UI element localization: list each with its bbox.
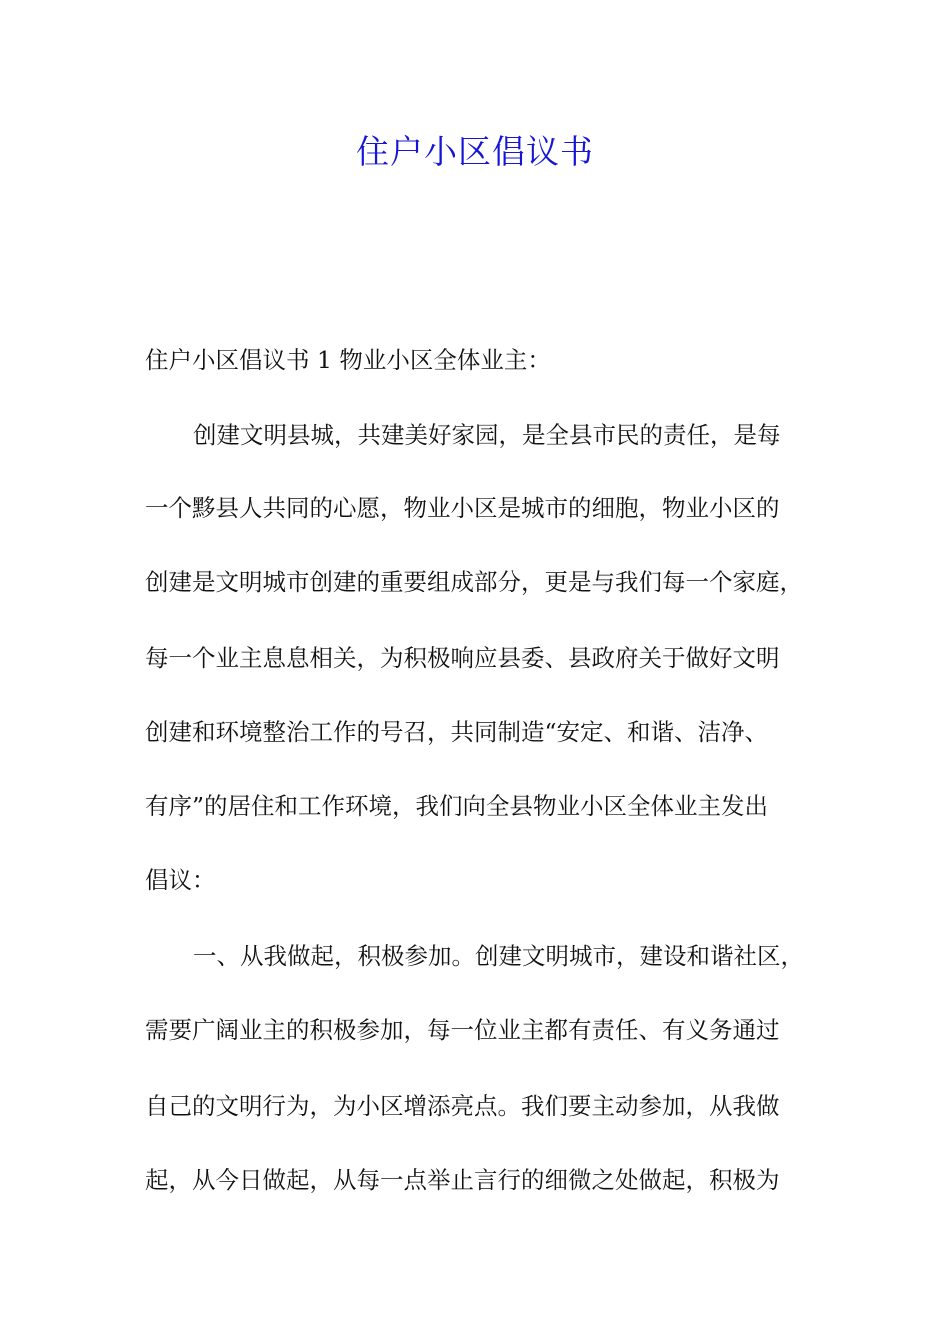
document-title: 住户小区倡议书 — [356, 132, 594, 171]
body-line: 有序”的居住和工作环境，我们向全县物业小区全体业主发出 — [145, 792, 769, 820]
body-line: 创建文明县城，共建美好家园，是全县市民的责任，是每 — [193, 421, 781, 449]
body-line: 一个黟县人共同的心愿，物业小区是城市的细胞，物业小区的 — [145, 494, 780, 522]
body-line: 倡议： — [145, 866, 216, 894]
salutation-line: 住户小区倡议书 1 物业小区全体业主： — [145, 346, 551, 374]
body-line: 起，从今日做起，从每一点举止言行的细微之处做起，积极为 — [145, 1166, 780, 1194]
body-line: 自己的文明行为，为小区增添亮点。我们要主动参加，从我做 — [145, 1092, 780, 1120]
body-line: 一、从我做起，积极参加。创建文明城市，建设和谐社区， — [193, 942, 804, 970]
body-line: 创建是文明城市创建的重要组成部分，更是与我们每一个家庭， — [145, 568, 803, 596]
body-line: 创建和环境整治工作的号召，共同制造“安定、和谐、洁净、 — [145, 718, 769, 746]
body-line: 需要广阔业主的积极参加，每一位业主都有责任、有义务通过 — [145, 1016, 780, 1044]
body-line: 每一个业主息息相关，为积极响应县委、县政府关于做好文明 — [145, 644, 780, 672]
